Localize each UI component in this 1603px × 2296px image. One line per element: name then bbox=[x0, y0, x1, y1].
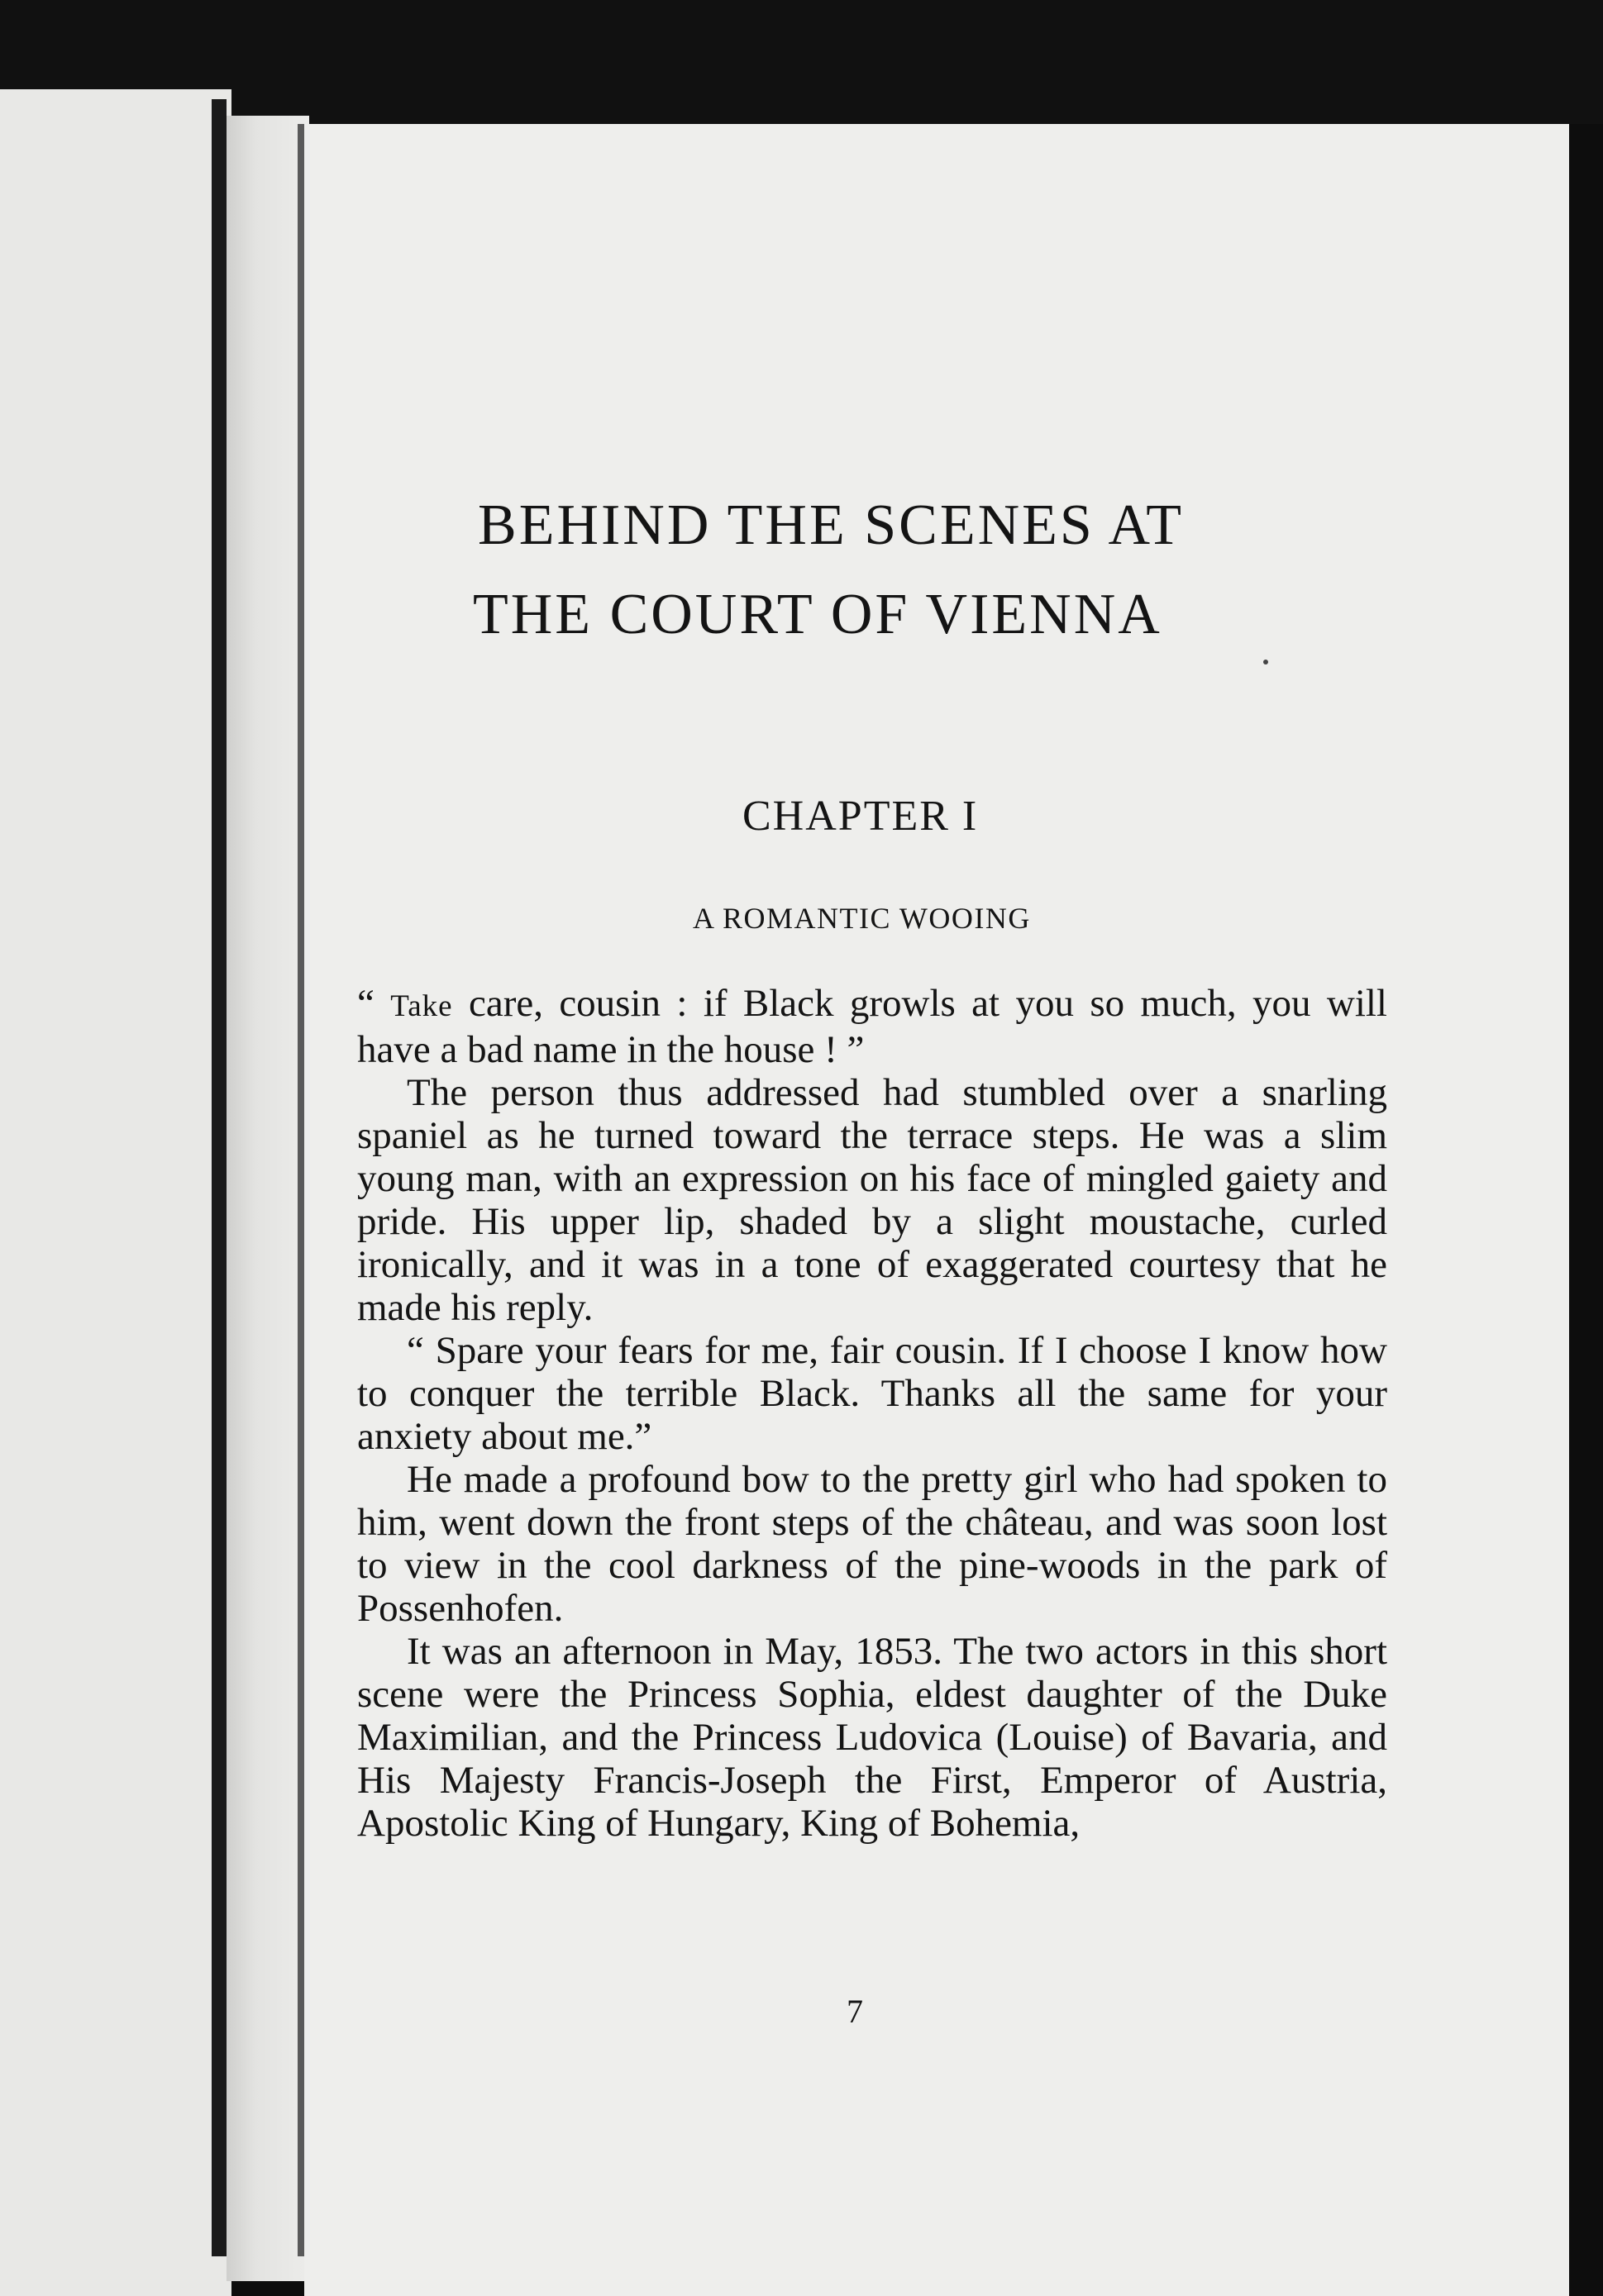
opening-quote: “ bbox=[357, 982, 391, 1025]
paragraph bbox=[357, 982, 1387, 1071]
book-title-line-1: BEHIND THE SCENES AT bbox=[478, 493, 1185, 557]
paragraph: “ Spare your fears for me, fair cousin. If I choose I know how to conquer the terrible Black. Thanks all the same for your anxiety about me.” bbox=[357, 1329, 1387, 1458]
paragraph: The person thus addressed had stumbled over a snarling spaniel as he turned toward the terrace steps. He was a slim young man, with an expression on his face of mingled gaiety and pride. His upper lip, shaded by a slight moustache, curled ironically, and it was in a tone of exaggerated courtesy that he made his reply. bbox=[357, 1071, 1387, 1329]
page-gutter bbox=[227, 116, 309, 2281]
book-spine-shadow bbox=[212, 99, 227, 2256]
book-title-line-2: THE COURT OF VIENNA bbox=[473, 583, 1162, 646]
paragraph-text: care, cousin : if Black growls at you so much, you will have a bad name in the house ! ” bbox=[357, 982, 1387, 1071]
print-speck bbox=[1263, 660, 1268, 665]
chapter-title: A ROMANTIC WOOING bbox=[693, 902, 1031, 935]
paragraph: It was an afternoon in May, 1853. The two actors in this short scene were the Princess Sophia, eldest daughter of the Duke Maximilian, and the Princess Ludovica (Louise) of Bavaria, and His Majesty Francis-Joseph the First, Emperor of Austria, Apostolic King of Hungary, King of Bohemia, bbox=[357, 1630, 1387, 1845]
scan-top-border bbox=[0, 0, 1603, 124]
left-page-edge bbox=[0, 89, 231, 2296]
book-title bbox=[83, 481, 1603, 660]
page-number: 7 bbox=[847, 1993, 863, 2030]
small-caps-word: Take bbox=[390, 989, 453, 1023]
gutter-binding-line bbox=[298, 124, 304, 2256]
scan-right-border bbox=[1569, 124, 1603, 2296]
body-text bbox=[357, 982, 1387, 1845]
chapter-heading: CHAPTER I bbox=[742, 793, 979, 840]
paragraph: He made a profound bow to the pretty girl who had spoken to him, went down the front steps of the château, and was soon lost to view in the cool darkness of the pine-woods in the park of Possenhofen. bbox=[357, 1458, 1387, 1630]
